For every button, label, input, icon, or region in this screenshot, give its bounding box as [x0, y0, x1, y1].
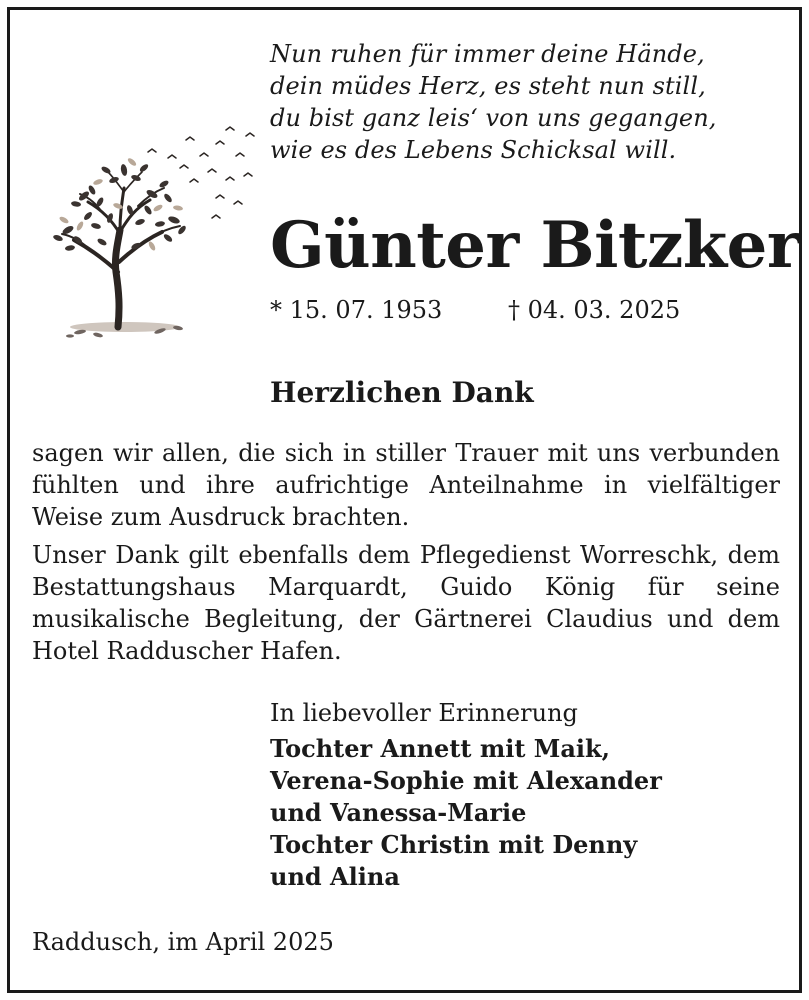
thanks-paragraph-1: sagen wir allen, die sich in stiller Trauer mit uns verbunden fühlten und ihre aufrichtige Anteilnahme in vielfältiger Weise zum Ausdruck brachten. — [32, 439, 780, 531]
poem-line-4: wie es des Lebens Schicksal will. — [270, 136, 677, 164]
signer-line-1: Tochter Annett mit Maik, — [270, 734, 611, 763]
poem-line-2: dein müdes Herz, es steht nun still, — [270, 72, 706, 100]
deceased-name: Günter Bitzker — [270, 208, 801, 283]
poem-line-1: Nun ruhen für immer deine Hände, — [270, 40, 705, 68]
death-date: † 04. 03. 2025 — [507, 296, 681, 324]
life-dates — [270, 294, 680, 326]
signer-line-4: Tochter Christin mit Denny — [270, 830, 638, 859]
tree-with-birds-icon — [40, 122, 265, 347]
thanks-paragraph-2: Unser Dank gilt ebenfalls dem Pflegedienst Worreschk, dem Bestattungshaus Marquardt, Guido König für seine musikalische Begleitung, der Gärtnerei Claudius und dem Hotel Radduscher Hafen. — [32, 541, 780, 665]
thanks-heading: Herzlichen Dank — [270, 376, 534, 409]
memorial-poem — [270, 38, 717, 166]
signer-line-5: und Alina — [270, 862, 400, 891]
signer-line-3: und Vanessa-Marie — [270, 798, 527, 827]
signer-line-2: Verena-Sophie mit Alexander — [270, 766, 662, 795]
place-and-date: Raddusch, im April 2025 — [32, 928, 334, 956]
poem-line-3: du bist ganz leis‘ von uns gegangen, — [270, 104, 717, 132]
signers-list — [270, 733, 662, 893]
memory-intro: In liebevoller Erinnerung — [270, 699, 578, 727]
birth-date: * 15. 07. 1953 — [270, 296, 443, 324]
